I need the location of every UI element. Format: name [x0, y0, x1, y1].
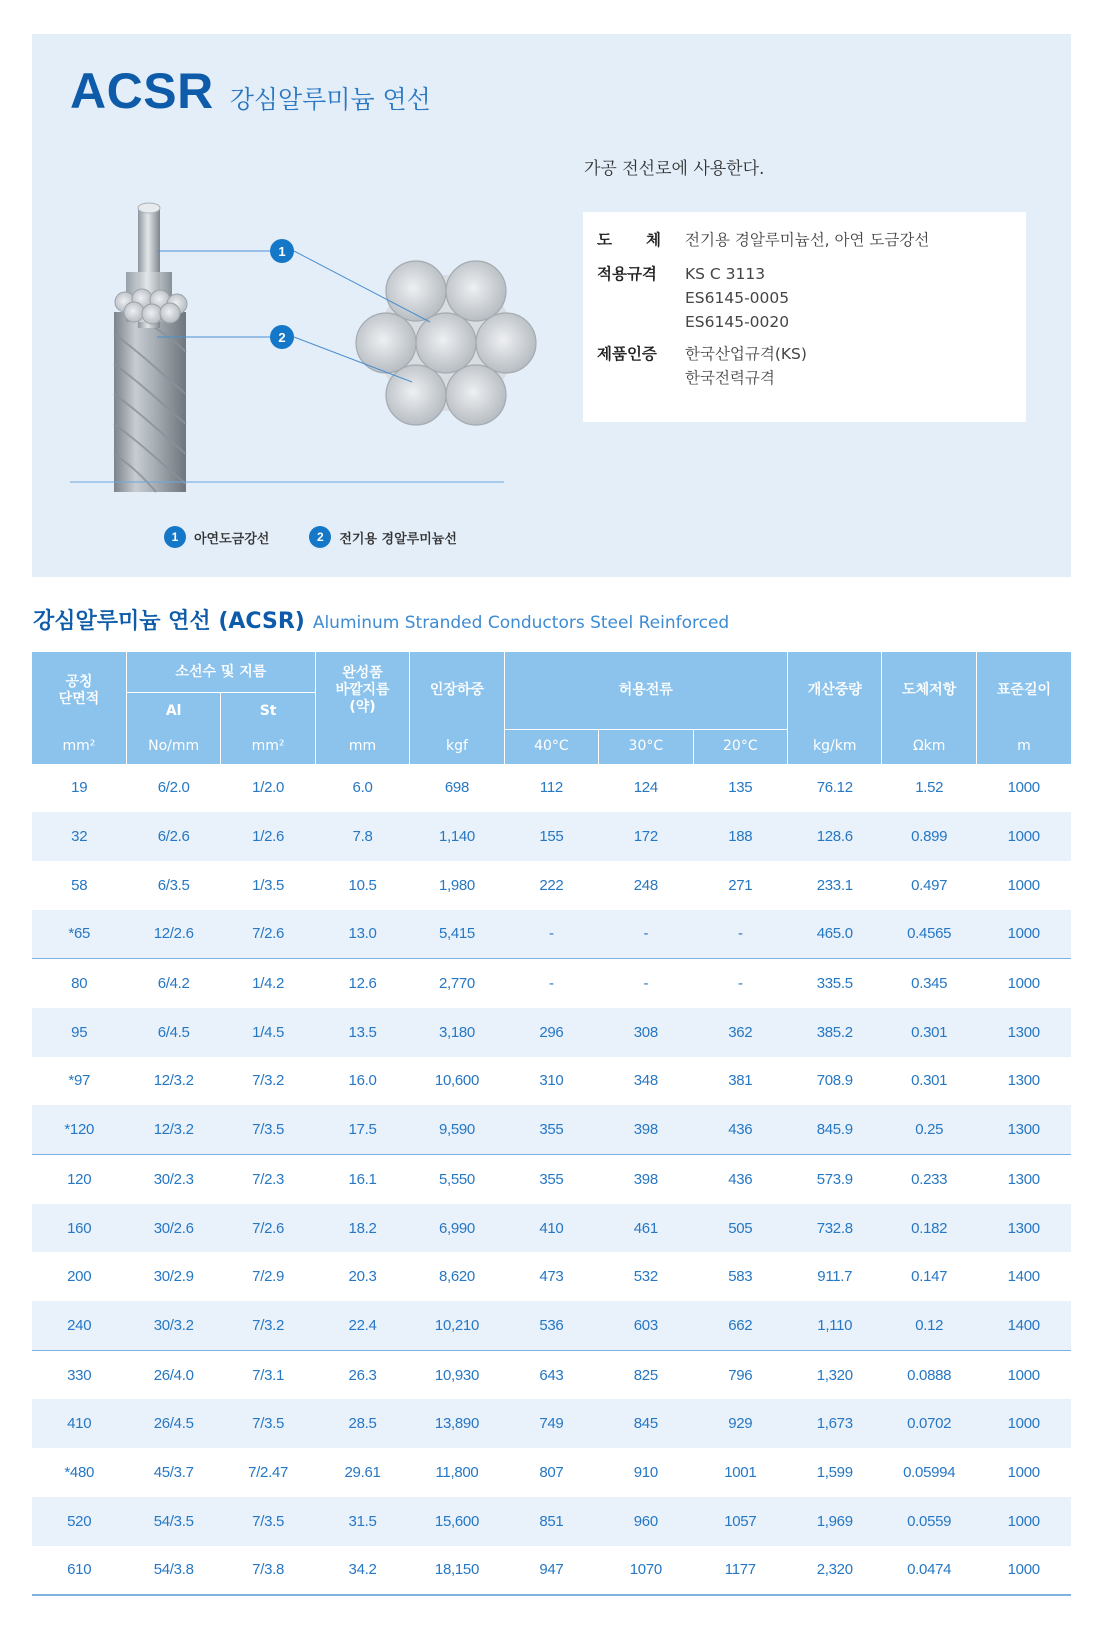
- table-cell: 310: [539, 1072, 564, 1090]
- header-length: 표준길이: [976, 652, 1071, 729]
- table-cell: 0.147: [911, 1268, 948, 1286]
- table-cell: 1/4.5: [221, 1008, 315, 1057]
- table-cell: 30/2.9: [153, 1268, 194, 1286]
- table-cell: 0.301: [911, 1072, 948, 1090]
- table-cell: 120: [67, 1170, 92, 1188]
- table-row: [32, 1350, 1071, 1399]
- legend-label: 아연도금강선: [194, 531, 270, 547]
- table-row: [32, 1546, 1071, 1596]
- table-cell: 536: [504, 1301, 598, 1350]
- unit-cell: 20°C: [693, 729, 787, 764]
- table-cell: 643: [539, 1366, 564, 1384]
- table-cell: 0.899: [882, 812, 976, 861]
- header-resistance: 도체저항: [882, 652, 976, 729]
- unit-cell: kgf: [410, 729, 504, 764]
- table-cell: 910: [633, 1463, 658, 1481]
- table-cell: 461: [599, 1204, 693, 1253]
- table-cell: 6/2.6: [126, 812, 220, 861]
- table-cell: 18.2: [315, 1204, 409, 1253]
- table-cell: 1400: [1007, 1268, 1040, 1286]
- table-cell: 10,930: [434, 1366, 480, 1384]
- table-cell: 32: [32, 812, 126, 861]
- spec-row-conductor: [597, 228, 929, 252]
- table-cell: 7.8: [315, 812, 409, 861]
- cable-cross-section: [356, 255, 536, 431]
- header-current: 허용전류: [504, 652, 787, 729]
- table-cell: 0.182: [882, 1204, 976, 1253]
- table-cell: *65: [32, 910, 126, 959]
- table-cell: 160: [32, 1204, 126, 1253]
- product-code: ACSR: [70, 63, 214, 119]
- table-cell: 1300: [976, 1204, 1071, 1253]
- table-cell: 355: [504, 1105, 598, 1154]
- table-cell: 1300: [1007, 1072, 1040, 1090]
- table-cell: 13,890: [410, 1399, 504, 1448]
- header-area: 공칭 단면적: [32, 652, 126, 729]
- table-cell: 929: [693, 1399, 787, 1448]
- table-cell: 807: [539, 1463, 564, 1481]
- table-cell: 436: [693, 1105, 787, 1154]
- legend-item-steel: [164, 526, 269, 548]
- header-st: St: [221, 693, 315, 730]
- table-cell: 16.0: [348, 1072, 377, 1090]
- header-strand: 소선수 및 지름: [126, 652, 315, 693]
- table-cell: 1057: [693, 1497, 787, 1546]
- table-cell: 7/2.47: [248, 1463, 289, 1481]
- table-cell: 1/2.6: [221, 812, 315, 861]
- table-body: [32, 764, 1071, 1596]
- table-cell: 308: [599, 1008, 693, 1057]
- table-cell: 188: [693, 812, 787, 861]
- table-cell: 12/3.2: [153, 1072, 194, 1090]
- table-row: [32, 764, 1071, 813]
- table-cell: 1000: [976, 1546, 1071, 1596]
- table-cell: 6/3.5: [157, 876, 190, 894]
- table-cell: 1.52: [915, 779, 944, 797]
- table-cell: 1,599: [816, 1463, 853, 1481]
- table-cell: 573.9: [816, 1170, 853, 1188]
- table-cell: 12.6: [348, 975, 377, 993]
- table-cell: 296: [504, 1008, 598, 1057]
- table-cell: 29.61: [344, 1463, 381, 1481]
- spec-value: 한국전력규격: [685, 369, 775, 387]
- table-cell: 1000: [976, 1497, 1071, 1546]
- table-cell: 128.6: [788, 812, 882, 861]
- table-cell: 155: [504, 812, 598, 861]
- table-row: [32, 1252, 1071, 1301]
- header-outer-diameter: 완성품 바깥지름 (약): [315, 652, 409, 729]
- spec-value: 한국산업규격(KS): [685, 345, 807, 363]
- table-row: [32, 1448, 1071, 1497]
- table-cell: 233.1: [816, 876, 853, 894]
- table-cell: 1000: [976, 812, 1071, 861]
- table-cell: 362: [693, 1008, 787, 1057]
- spec-value: KS C 3113: [685, 265, 766, 283]
- table-cell: 960: [599, 1497, 693, 1546]
- table-cell: 1000: [1007, 975, 1040, 993]
- table-row: [32, 1497, 1071, 1546]
- table-cell: 583: [728, 1268, 753, 1286]
- table-cell: 6/4.2: [157, 975, 190, 993]
- table-cell: 13.0: [315, 910, 409, 959]
- table-cell: -: [643, 975, 649, 993]
- table-cell: 0.05994: [903, 1463, 956, 1481]
- table-cell: 45/3.7: [153, 1463, 194, 1481]
- table-row: [32, 1399, 1071, 1448]
- spec-row-certification: [597, 342, 807, 390]
- table-cell: 385.2: [788, 1008, 882, 1057]
- table-cell: -: [693, 910, 787, 959]
- table-cell: 1300: [976, 1008, 1071, 1057]
- table-cell: 22.4: [315, 1301, 409, 1350]
- table-cell: -: [549, 975, 554, 993]
- table-row: [32, 812, 1071, 861]
- table-cell: 20.3: [348, 1268, 377, 1286]
- table-cell: 172: [599, 812, 693, 861]
- legend-item-aluminum: [309, 526, 457, 548]
- table-cell: 7/3.5: [221, 1399, 315, 1448]
- unit-cell: 30°C: [599, 729, 693, 764]
- unit-cell: m: [976, 729, 1071, 764]
- unit-cell: kg/km: [788, 729, 882, 764]
- table-cell: 410: [504, 1204, 598, 1253]
- table-row: [32, 1105, 1071, 1154]
- table-cell: 11,800: [435, 1463, 479, 1481]
- unit-cell: mm²: [32, 729, 126, 764]
- table-cell: 112: [539, 779, 563, 797]
- table-cell: 1070: [599, 1546, 693, 1596]
- table-cell: 30/3.2: [126, 1301, 220, 1350]
- table-cell: 355: [539, 1170, 564, 1188]
- table-cell: 610: [32, 1546, 126, 1596]
- table-cell: 603: [599, 1301, 693, 1350]
- table-cell: 124: [633, 779, 658, 797]
- table-cell: 28.5: [315, 1399, 409, 1448]
- header-tensile: 인장하중: [410, 652, 504, 729]
- table-cell: 7/3.2: [252, 1072, 285, 1090]
- table-cell: 30/2.6: [126, 1204, 220, 1253]
- table-cell: 10.5: [348, 876, 377, 894]
- table-cell: 12/3.2: [126, 1105, 220, 1154]
- table-cell: 19: [71, 779, 88, 797]
- table-cell: 1177: [693, 1546, 787, 1596]
- legend-badge: 2: [309, 526, 331, 548]
- table-cell: 1000: [1007, 1463, 1040, 1481]
- table-cell: *97: [68, 1072, 91, 1090]
- table-cell: 240: [32, 1301, 126, 1350]
- table-row: [32, 1204, 1071, 1253]
- spec-key: 도: [597, 231, 612, 249]
- legend-label: 전기용 경알루미늄선: [339, 531, 457, 547]
- product-name: 강심알루미늄 연선: [229, 85, 431, 114]
- table-cell: 708.9: [816, 1072, 853, 1090]
- header-weight: 개산중량: [788, 652, 882, 729]
- spec-key: 제품인증: [597, 345, 657, 363]
- table-cell: 30/2.3: [153, 1170, 194, 1188]
- table-cell: 7/3.8: [221, 1546, 315, 1596]
- unit-cell: Ωkm: [882, 729, 976, 764]
- table-cell: 2,770: [438, 975, 475, 993]
- table-cell: 0.12: [882, 1301, 976, 1350]
- table-cell: 825: [633, 1366, 658, 1384]
- illustration-legend: [164, 526, 497, 548]
- table-cell: 7/3.5: [221, 1105, 315, 1154]
- usage-text: 가공 전선로에 사용한다.: [584, 159, 765, 179]
- table-row: [32, 1301, 1071, 1350]
- table-cell: 1/4.2: [252, 975, 285, 993]
- table-cell: 26.3: [348, 1366, 377, 1384]
- table-cell: 1001: [724, 1463, 757, 1481]
- table-row: [32, 910, 1071, 959]
- callout-num-1: 1: [278, 244, 286, 259]
- table-cell: 6/4.5: [126, 1008, 220, 1057]
- table-row: [32, 1155, 1071, 1204]
- table-cell: 532: [633, 1268, 658, 1286]
- table-cell: 335.5: [816, 975, 853, 993]
- table-cell: 10,210: [410, 1301, 504, 1350]
- spec-value: 전기용 경알루미늄선, 아연 도금강선: [685, 231, 930, 249]
- table-cell: 520: [32, 1497, 126, 1546]
- table-cell: 1000: [1007, 1366, 1040, 1384]
- table-cell: 7/3.1: [252, 1366, 285, 1384]
- callout-badge-1: [270, 239, 294, 263]
- callout-num-2: 2: [278, 330, 286, 345]
- table-cell: 7/2.3: [252, 1170, 285, 1188]
- table-cell: 7/2.9: [252, 1268, 285, 1286]
- table-cell: 26/4.5: [126, 1399, 220, 1448]
- table-cell: 1,980: [438, 876, 475, 894]
- spec-table: [32, 652, 1071, 1596]
- table-cell: 398: [633, 1170, 658, 1188]
- spec-key: 체: [646, 231, 661, 249]
- spec-box: [583, 212, 1026, 422]
- table-cell: 12/2.6: [126, 910, 220, 959]
- table-cell: 348: [633, 1072, 658, 1090]
- table-cell: 0.0474: [882, 1546, 976, 1596]
- table-cell: 1300: [1007, 1170, 1040, 1188]
- table-cell: 845: [599, 1399, 693, 1448]
- table-cell: 58: [71, 876, 88, 894]
- table-cell: 34.2: [315, 1546, 409, 1596]
- table-title-ko: 강심알루미늄 연선 (ACSR): [33, 609, 305, 634]
- table-title: [33, 604, 729, 635]
- table-cell: 381: [728, 1072, 753, 1090]
- table-cell: *480: [64, 1463, 95, 1481]
- table-cell: 271: [728, 876, 753, 894]
- table-cell: 54/3.8: [126, 1546, 220, 1596]
- table-cell: 8,620: [438, 1268, 475, 1286]
- table-cell: 7/2.6: [221, 910, 315, 959]
- table-cell: 0.345: [911, 975, 948, 993]
- table-cell: 0.25: [882, 1105, 976, 1154]
- table-cell: 7/3.5: [221, 1497, 315, 1546]
- table-cell: 732.8: [788, 1204, 882, 1253]
- table-cell: 845.9: [788, 1105, 882, 1154]
- table-row: [32, 959, 1071, 1008]
- table-cell: 7/3.2: [221, 1301, 315, 1350]
- spec-value: ES6145-0005: [685, 289, 790, 307]
- table-cell: 1300: [976, 1105, 1071, 1154]
- table-row: [32, 1057, 1071, 1106]
- table-cell: 248: [633, 876, 658, 894]
- table-cell: -: [504, 910, 598, 959]
- callout-badge-2: [270, 325, 294, 349]
- table-cell: 135: [728, 779, 753, 797]
- table-cell: 31.5: [315, 1497, 409, 1546]
- table-cell: 1000: [1007, 779, 1040, 797]
- table-cell: 3,180: [410, 1008, 504, 1057]
- table-cell: 1000: [1007, 876, 1040, 894]
- table-cell: 17.5: [315, 1105, 409, 1154]
- table-cell: 0.4565: [882, 910, 976, 959]
- table-title-en: Aluminum Stranded Conductors Steel Reinforced: [312, 613, 730, 633]
- table-cell: 26/4.0: [153, 1366, 194, 1384]
- cable-side-view: [114, 203, 187, 492]
- table-row: [32, 1008, 1071, 1057]
- table-cell: 54/3.5: [126, 1497, 220, 1546]
- table-cell: 1,673: [788, 1399, 882, 1448]
- table-cell: 80: [71, 975, 88, 993]
- table-cell: *120: [32, 1105, 126, 1154]
- table-cell: 9,590: [410, 1105, 504, 1154]
- product-overview-panel: [32, 34, 1071, 577]
- table-cell: 13.5: [315, 1008, 409, 1057]
- table-cell: 1000: [976, 1399, 1071, 1448]
- table-cell: -: [737, 975, 743, 993]
- unit-cell: mm²: [221, 729, 315, 764]
- table-cell: 0.0888: [907, 1366, 952, 1384]
- table-cell: 222: [539, 876, 564, 894]
- table-cell: 465.0: [788, 910, 882, 959]
- table-cell: 5,550: [438, 1170, 475, 1188]
- table-cell: 6/2.0: [157, 779, 190, 797]
- table-cell: 76.12: [816, 779, 853, 797]
- table-cell: 5,415: [410, 910, 504, 959]
- table-cell: 2,320: [788, 1546, 882, 1596]
- legend-badge: 1: [164, 526, 186, 548]
- table-cell: 10,600: [434, 1072, 480, 1090]
- table-cell: 1400: [976, 1301, 1071, 1350]
- table-cell: 200: [67, 1268, 92, 1286]
- unit-cell: No/mm: [126, 729, 220, 764]
- table-cell: 1,969: [788, 1497, 882, 1546]
- table-cell: 796: [728, 1366, 753, 1384]
- unit-cell: mm: [315, 729, 409, 764]
- table-cell: 16.1: [348, 1170, 377, 1188]
- table-cell: 851: [504, 1497, 598, 1546]
- table-cell: 947: [504, 1546, 598, 1596]
- table-cell: -: [599, 910, 693, 959]
- spec-key: 적용규격: [597, 265, 657, 283]
- table-cell: 7/2.6: [221, 1204, 315, 1253]
- table-cell: 0.497: [911, 876, 948, 894]
- table-cell: 0.233: [911, 1170, 948, 1188]
- unit-cell: 40°C: [504, 729, 598, 764]
- table-cell: 662: [693, 1301, 787, 1350]
- spec-row-standard: [597, 262, 789, 334]
- table-cell: 18,150: [410, 1546, 504, 1596]
- table-cell: 410: [32, 1399, 126, 1448]
- table-cell: 1,110: [788, 1301, 882, 1350]
- table-cell: 330: [67, 1366, 92, 1384]
- header-al: Al: [126, 693, 220, 730]
- table-cell: 6,990: [410, 1204, 504, 1253]
- table-cell: 0.0559: [882, 1497, 976, 1546]
- table-cell: 6.0: [352, 779, 373, 797]
- table-cell: 95: [32, 1008, 126, 1057]
- spec-value: ES6145-0020: [685, 313, 790, 331]
- table-cell: 0.301: [882, 1008, 976, 1057]
- table-cell: 473: [539, 1268, 564, 1286]
- table-cell: 1/3.5: [252, 876, 285, 894]
- table-cell: 15,600: [410, 1497, 504, 1546]
- unit-row: [32, 729, 1071, 764]
- table-cell: 1/2.0: [252, 779, 285, 797]
- table-cell: 1,140: [410, 812, 504, 861]
- table-cell: 1,320: [816, 1366, 853, 1384]
- table-cell: 698: [444, 779, 470, 797]
- table-cell: 1000: [976, 910, 1071, 959]
- table-cell: 749: [504, 1399, 598, 1448]
- table-cell: 398: [599, 1105, 693, 1154]
- table-cell: 911.7: [817, 1268, 853, 1286]
- table-cell: 505: [693, 1204, 787, 1253]
- table-cell: 436: [728, 1170, 753, 1188]
- table-row: [32, 861, 1071, 910]
- table-cell: 0.0702: [882, 1399, 976, 1448]
